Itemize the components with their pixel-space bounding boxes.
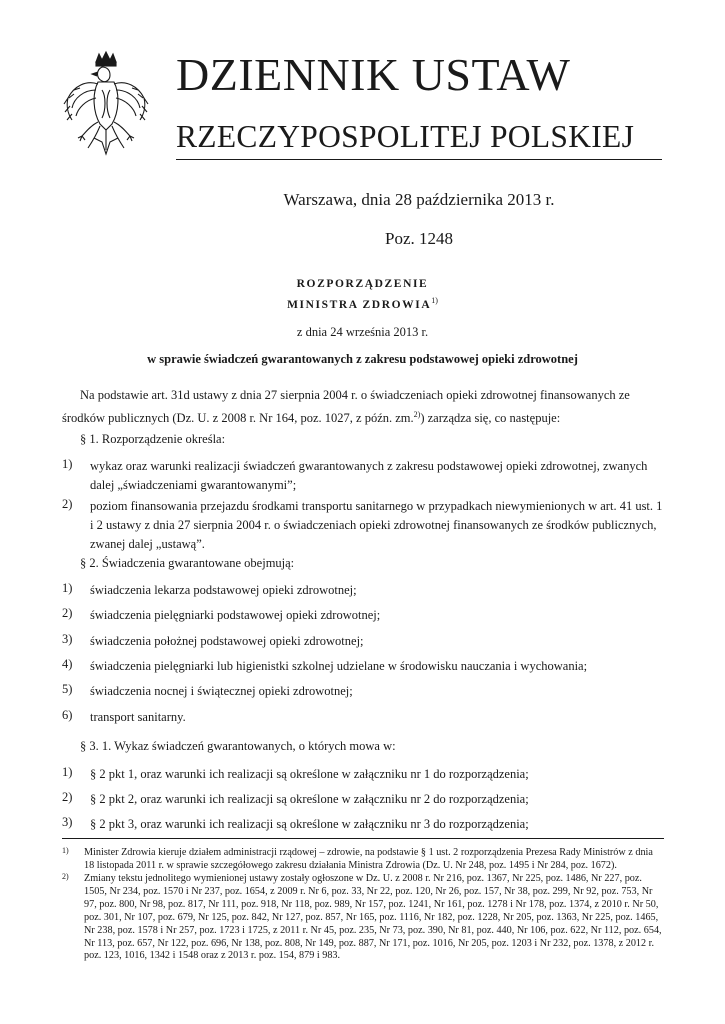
preamble-text: Na podstawie art. 31d ustawy z dnia 27 sierpnia 2004 r. o świadczeniach opieki zdrowotnej finansowanych ze środków publicznych (Dz. U. z 2008 r. Nr 164, poz. 1027, z późn. zm.: [62, 388, 630, 426]
position-number: Poz. 1248: [385, 229, 453, 248]
list-number: 3): [62, 815, 73, 829]
list-number: 2): [62, 790, 73, 804]
publication-dateline: Warszawa, dnia 28 października 2013 r.: [283, 190, 555, 209]
list-item: transport sanitarny.: [90, 710, 186, 724]
list-item: świadczenia pielęgniarki podstawowej opieki zdrowotnej;: [90, 608, 381, 622]
list-item: poziom finansowania przejazdu środkami transportu sanitarnego w przypadkach niewymienionych w art. 41 ust. 1 i 2 ustawy z dnia 27 sierpnia 2004 r. o świadczeniach opieki zdrowotnej finansowanych ze środków publicznych, zwanej dalej „ustawą”.: [90, 499, 663, 551]
header-rule: [176, 159, 662, 160]
act-authority: [0, 296, 725, 311]
list-item: § 2 pkt 2, oraz warunki ich realizacji są określone w załączniku nr 2 do rozporządzenia;: [90, 792, 529, 806]
journal-title: DZIENNIK USTAW: [176, 49, 571, 100]
authority-name: MINISTRA ZDROWIA: [287, 298, 432, 311]
list-number: 4): [62, 657, 73, 671]
act-date: z dnia 24 września 2013 r.: [296, 325, 429, 339]
footnote-rule: [62, 838, 664, 839]
section-3-heading: § 3. 1. Wykaz świadczeń gwarantowanych, o których mowa w:: [80, 739, 396, 753]
list-item: wykaz oraz warunki realizacji świadczeń gwarantowanych z zakresu podstawowej opieki zdrowotnej, zwanych dalej „świadczeniami gwarantowanymi”;: [90, 459, 648, 492]
list-number: 2): [62, 497, 73, 511]
list-number: 1): [62, 765, 73, 779]
act-subject: w sprawie świadczeń gwarantowanych z zakresu podstawowej opieki zdrowotnej: [147, 352, 578, 366]
preamble-text-end: ) zarządza się, co następuje:: [420, 411, 561, 426]
list-number: 1): [62, 581, 73, 595]
preamble: [62, 386, 664, 428]
list-item: świadczenia pielęgniarki lub higienistki szkolnej udzielane w środowisku nauczania i wychowania;: [90, 659, 588, 673]
list-item: świadczenia nocnej i świątecznej opieki zdrowotnej;: [90, 684, 353, 698]
list-item: § 2 pkt 1, oraz warunki ich realizacji są określone w załączniku nr 1 do rozporządzenia;: [90, 767, 529, 781]
list-number: 5): [62, 682, 73, 696]
list-number: 6): [62, 708, 73, 722]
footnote-text: Minister Zdrowia kieruje działem administracji rządowej – zdrowie, na podstawie § 1 ust. 2 rozporządzenia Prezesa Rady Ministrów z dnia 18 listopada 2011 r. w sprawie szczegółowego zakresu działania Ministra Zdrowia (Dz. U. Nr 248, poz. 1495 i Nr 284, poz. 1672).: [84, 847, 653, 871]
list-item: świadczenia położnej podstawowej opieki zdrowotnej;: [90, 634, 364, 648]
section-1-heading: § 1. Rozporządzenie określa:: [80, 432, 226, 446]
footnote-mark: 1): [62, 846, 69, 855]
polish-eagle-emblem-icon: [62, 50, 150, 160]
journal-subtitle: RZECZYPOSPOLITEJ POLSKIEJ: [176, 119, 635, 154]
footnote-text: Zmiany tekstu jednolitego wymienionej ustawy zostały ogłoszone w Dz. U. z 2008 r. Nr 216, poz. 1367, Nr 225, poz. 1486, Nr 227, poz. 1505, Nr 234, poz. 1570 i Nr 237, poz. 1654, z 2009 r. Nr 6, poz. 33, Nr 22, poz. 120, Nr 26, poz. 157, Nr 38, poz. 299, Nr 92, poz. 753, Nr 97, poz. 800, Nr 98, poz. 817, Nr 111, poz. 918, Nr 118, poz. 989, Nr 157, poz. 1241, Nr 161, poz. 1278 i Nr 178, poz. 1374, z 2010 r. Nr 50, poz. 301, Nr 107, poz. 679, Nr 125, poz. 842, Nr 127, poz. 857, Nr 165, poz. 1116, Nr 182, poz. 1228, Nr 205, poz. 1363, Nr 225, poz. 1465, Nr 238, poz. 1578 i Nr 257, poz. 1723 i 1725, z 2011 r. Nr 45, poz. 235, Nr 73, poz. 390, Nr 81, poz. 440, Nr 106, poz. 622, Nr 112, poz. 654, Nr 113, poz. 657, Nr 122, poz. 696, Nr 138, poz. 808, Nr 149, poz. 887, Nr 171, poz. 1016, Nr 205, poz. 1203 i Nr 232, poz. 1378, z 2012 r. poz. 123, 1016, 1342 i 1548 oraz z 2013 r. poz. 154, 879 i 983.: [84, 873, 662, 962]
list-number: 1): [62, 457, 73, 471]
list-item: § 2 pkt 3, oraz warunki ich realizacji są określone w załączniku nr 3 do rozporządzenia;: [90, 817, 529, 831]
footnote-ref-2: 2): [413, 410, 421, 419]
section-2-heading: § 2. Świadczenia gwarantowane obejmują:: [80, 556, 295, 570]
list-number: 2): [62, 606, 73, 620]
footnote-mark: 2): [62, 872, 69, 881]
act-type: ROZPORZĄDZENIE: [296, 278, 429, 290]
list-number: 3): [62, 632, 73, 646]
footnote-ref-1: 1): [431, 296, 438, 305]
list-item: świadczenia lekarza podstawowej opieki zdrowotnej;: [90, 583, 357, 597]
